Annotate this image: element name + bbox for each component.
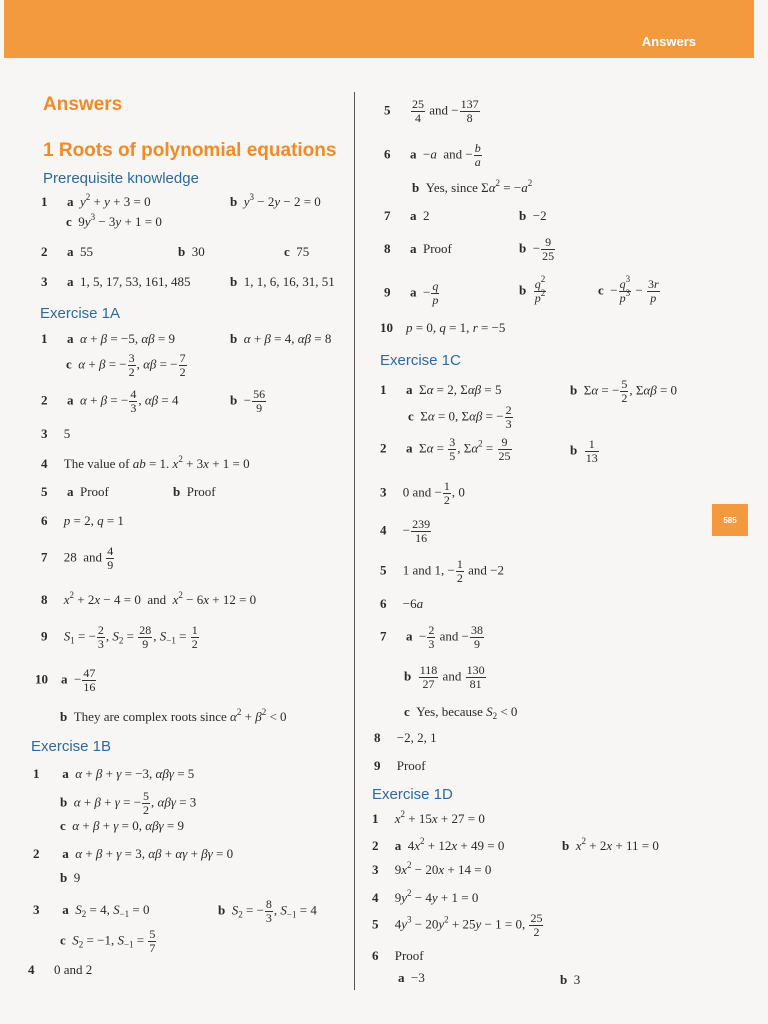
ex1b-q2a: 2 a α + β + γ = 3, αβ + αγ + βγ = 0 — [33, 846, 234, 861]
ex1b-q2b: b 9 — [60, 870, 81, 885]
ex1a-q10a: 10 a − $\frac{47}{16}$ — [35, 666, 96, 694]
ex1c-q3: 3 0 and − $\frac{1}{2}$ , 0 — [380, 479, 465, 507]
prereq-q1a: 1 a $y^2 + y + 3 = 0$ — [41, 192, 151, 209]
ex1d-q1: 1 $x^2 + 15x + 27 = 0$ — [372, 809, 485, 826]
ex1a-heading: Exercise 1A — [40, 305, 121, 322]
ex1d-q3: 3 $9x^2 - 20x + 14 = 0$ — [372, 860, 492, 877]
ex1b-q7b: b −2 — [519, 208, 547, 223]
ex1a-q3: 3 5 — [41, 426, 71, 441]
ex1c-q2a: 2 a Σα = $\frac{3}{5}$ , $\Sigma\alpha^2$ = $\frac{9}{25}$ — [380, 435, 511, 463]
ex1a-q4: 4 The value of ab = 1. $x^2 + 3x + 1 = 0$ — [41, 454, 250, 471]
ex1b-q1c: c α + β + γ = 0, αβγ = 9 — [60, 818, 185, 833]
prereq-q1b: b $y^3 - 2y - 2 = 0$ — [230, 192, 321, 209]
ex1a-q1a: 1 a α + β = −5, αβ = 9 — [41, 331, 175, 346]
prereq-q1c: c $9y^3 - 3y + 1 = 0$ — [66, 212, 162, 229]
ex1b-q1a: 1 a α + β + γ = −3, αβγ = 5 — [33, 766, 195, 781]
ex1c-q7a: 7 a − $\frac{2}{3}$ and − $\frac{38}{9}$ — [380, 623, 483, 651]
ex1c-q1a: 1 a Σα = 2, Σαβ = 5 — [380, 382, 502, 397]
ex1d-q2a: 2 a $4x^2 + 12x + 49 = 0$ — [372, 836, 505, 853]
prereq-q3b: b 1, 1, 6, 16, 31, 51 — [230, 274, 335, 289]
answers-title: Answers — [43, 94, 123, 115]
header-label: Answers — [641, 34, 696, 49]
chapter-title: 1 Roots of polynomial equations — [43, 140, 337, 161]
ex1b-q8b: b − $\frac{9}{25}$ — [519, 235, 555, 263]
ex1b-q9c: c − $\frac{q^3}{p^3}$ − $\frac{3r}{p}$ — [598, 274, 659, 305]
ex1d-q5: 5 $4y^3 - 20y^2 + 25y - 1 = 0$, $\frac{25}{2}$ — [372, 911, 543, 939]
ex1d-q6a: a −3 — [398, 970, 425, 985]
ex1a-q9: 9 $S_1$ = − $\frac{2}{3}$ , $S_2$ = $\frac{28}{9}$ , $S_{-1}$ = $\frac{1}{2}$ — [41, 623, 198, 651]
ex1c-q9: 9 Proof — [374, 758, 426, 773]
ex1b-q3a: 3 a $S_2 = 4$, $S_{-1} = 0$ — [33, 902, 150, 919]
ex1d-q2b: b $x^2 + 2x + 11 = 0$ — [562, 836, 659, 853]
ex1c-q1c: c Σα = 0, Σαβ = − $\frac{2}{3}$ — [408, 403, 512, 431]
ex1d-q6: 6 Proof — [372, 948, 424, 963]
ex1d-q4: 4 $9y^2 - 4y + 1 = 0$ — [372, 888, 479, 905]
ex1a-q1b: b α + β = 4, αβ = 8 — [230, 331, 332, 346]
ex1c-q1b: b Σα = − $\frac{5}{2}$ , Σαβ = 0 — [570, 377, 678, 405]
ex1d-heading: Exercise 1D — [372, 786, 453, 803]
ex1c-q6: 6 −6a — [380, 596, 424, 611]
column-divider — [354, 92, 355, 990]
ex1c-heading: Exercise 1C — [380, 352, 461, 369]
ex1b-q7a: 7 a 2 — [384, 208, 430, 223]
ex1a-q5b: b Proof — [173, 484, 216, 499]
page-number-tab: 585 — [712, 504, 748, 536]
ex1c-q7c: c Yes, because $S_2 < 0$ — [404, 704, 518, 721]
ex1a-q10b: b They are complex roots since $\alpha^2 + \beta^2 < 0$ — [60, 707, 287, 724]
ex1b-q6a: 6 a −a and − $\frac{b}{a}$ — [384, 141, 481, 169]
ex1b-q9a: 9 a − $\frac{q}{p}$ — [384, 279, 439, 307]
ex1a-q1c: c α + β = − $\frac{3}{2}$ , αβ = − $\frac{7}{2}$ — [66, 351, 186, 379]
ex1c-q4: 4 − $\frac{239}{16}$ — [380, 517, 431, 545]
ex1a-q2a: 2 a α + β = − $\frac{4}{3}$ , αβ = 4 — [41, 387, 179, 415]
prereq-q3a: 3 a 1, 5, 17, 53, 161, 485 — [41, 274, 191, 289]
ex1a-q2b: b − $\frac{56}{9}$ — [230, 387, 266, 415]
prereq-q2b: b 30 — [178, 244, 205, 259]
prereq-q2a: 2 a 55 — [41, 244, 93, 259]
ex1b-heading: Exercise 1B — [31, 738, 112, 755]
ex1b-q9b: b $\frac{q^2}{p^2}$ — [519, 274, 546, 305]
ex1b-q1b: b α + β + γ = − $\frac{5}{2}$ , αβγ = 3 — [60, 789, 197, 817]
ex1b-q8a: 8 a Proof — [384, 241, 452, 256]
ex1a-q5a: 5 a Proof — [41, 484, 109, 499]
header-bar — [4, 0, 754, 58]
ex1a-q7: 7 28 and $\frac{4}{9}$ — [41, 544, 114, 572]
ex1c-q8: 8 −2, 2, 1 — [374, 730, 437, 745]
ex1a-q8: 8 $x^2 + 2x - 4 = 0$ and $x^2 - 6x + 12 = 0$ — [41, 590, 257, 607]
prereq-heading: Prerequisite knowledge — [43, 170, 199, 187]
ex1b-q3b: b $S_2$ = − $\frac{8}{3}$ , $S_{-1} = 4$ — [218, 897, 317, 925]
ex1c-q2b: b $\frac{1}{13}$ — [570, 437, 598, 465]
ex1b-q3c: c $S_2 = -1$, $S_{-1}$ = $\frac{5}{7}$ — [60, 927, 156, 955]
prereq-q2c: c 75 — [284, 244, 310, 259]
ex1c-q7b: b $\frac{118}{27}$ and $\frac{130}{81}$ — [404, 663, 485, 691]
ex1b-q10: 10 p = 0, q = 1, r = −5 — [380, 320, 506, 335]
ex1b-q6b: b Yes, since $\Sigma\alpha^2 = -a^2$ — [412, 178, 533, 195]
ex1b-q4: 4 0 and 2 — [28, 962, 93, 977]
ex1a-q6: 6 p = 2, q = 1 — [41, 513, 124, 528]
ex1b-q5: 5 $\frac{25}{4}$ and − $\frac{137}{8}$ — [384, 97, 479, 125]
ex1c-q5: 5 1 and 1, − $\frac{1}{2}$ and −2 — [380, 557, 504, 585]
ex1d-q6b: b 3 — [560, 972, 581, 987]
